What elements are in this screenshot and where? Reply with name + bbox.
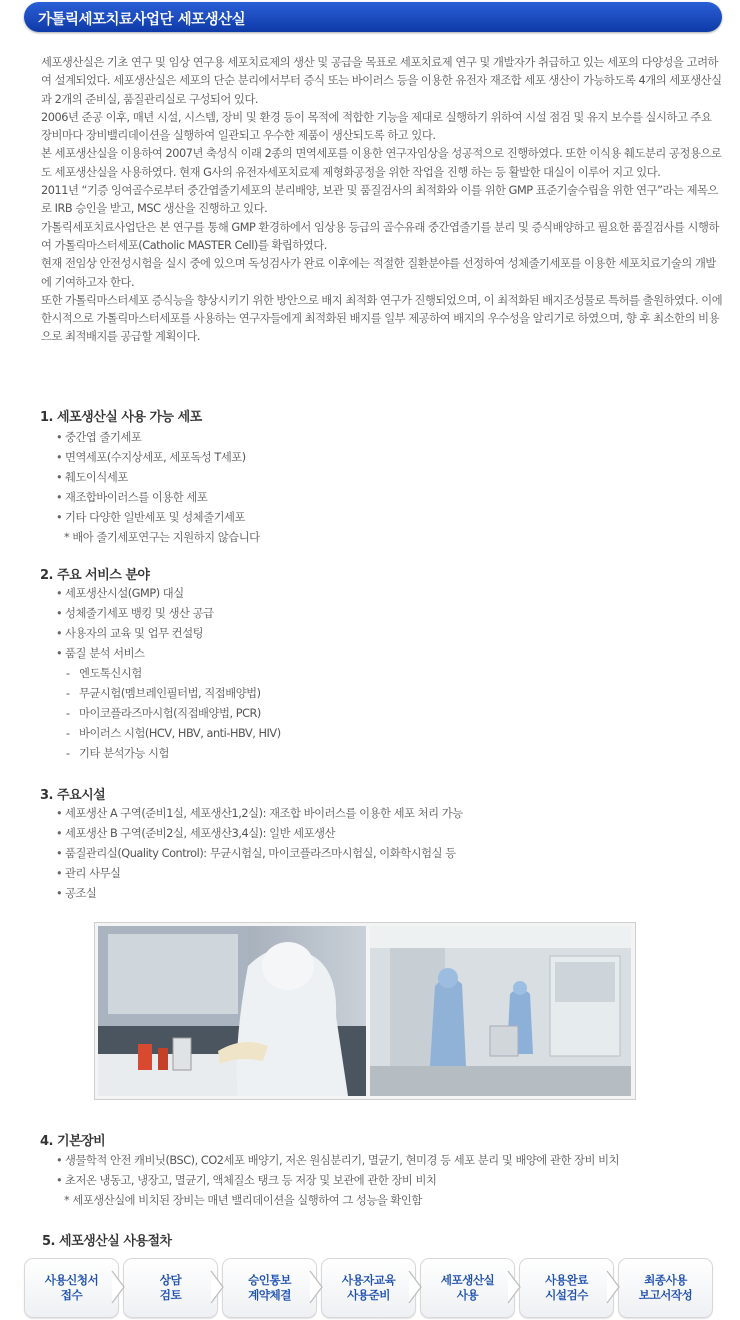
chevron-right-icon — [506, 1270, 522, 1304]
list-item: • 중간엽 줄기세포 — [56, 428, 260, 448]
step-final-report: 최종사용 보고서작성 — [618, 1258, 713, 1318]
intro-paragraph: 2006년 준공 이후, 매년 시설, 시스템, 장비 및 환경 등이 목적에 적합한 기능을 제대로 실행하기 위하여 시설 점검 및 유지 보수를 실시하고 주요 장비마다 장비밸리데이션을 실행하여 일관되고 우수한 제품이 생산되도록 하고 있다. — [41, 110, 712, 143]
section-heading-procedure: 5. 세포생산실 사용절차 — [42, 1234, 172, 1249]
step-inspection: 사용완료 시설검수 — [519, 1258, 614, 1318]
sub-list-item: - 엔도톡신시험 — [66, 667, 142, 680]
section-heading-cells: 1. 세포생산실 사용 가능 세포 — [40, 410, 202, 425]
list-item: • 췌도이식세포 — [56, 468, 260, 488]
intro-paragraph: 현재 전임상 안전성시험을 실시 중에 있으며 독성검사가 완료 이후에는 적절한 질환분야를 선정하여 성체줄기세포를 이용한 세포치료기술의 개발에 기여하고자 한다. — [41, 257, 716, 289]
list-item: • 세포생산 B 구역(준비2실, 세포생산3,4실): 일반 세포생산 — [56, 824, 463, 844]
section-heading-services: 2. 주요 서비스 분야 — [40, 568, 150, 583]
intro-paragraph: 본 세포생산실을 이용하여 2007년 축성식 이래 2종의 면역세포를 이용한 연구자임상을 성공적으로 진행하였다. 또한 이식용 췌도분리 공정용으로도 세포생산실을 사용하였다. 현재 G사의 유전자세포치료제 제형화공정을 위한 작업을 진행 하는 등 활발한 대실이 이루어 지고 있다. — [41, 147, 722, 179]
list-item: • 세포생산 A 구역(준비1실, 세포생산1,2실): 재조합 바이러스를 이용한 세포 처리 가능 — [56, 804, 463, 824]
list-item: • 생물학적 안전 캐비닛(BSC), CO2세포 배양기, 저온 원심분리기, 멸균기, 현미경 등 세포 분리 및 배양에 관한 장비 비치 — [56, 1151, 619, 1171]
intro-paragraph: 세포생산실은 기초 연구 및 임상 연구용 세포치료제의 생산 및 공급을 목표로 세포치료제 연구 및 개발자가 취급하고 있는 세포의 다양성을 고려하여 설계되었다. 세포생산실은 세포의 단순 분리에서부터 증식 또는 바이러스 등을 이용한 유전자 재조합 세포 생산이 가능하도록 4개의 세포생산실과 2개의 준비실, 품질관리실로 구성되어 있다. — [41, 56, 722, 106]
services-list — [56, 584, 281, 764]
list-item: • 성체줄기세포 뱅킹 및 생산 공급 — [56, 604, 281, 624]
step-approval: 승인통보 계약체결 — [222, 1258, 317, 1318]
section-heading-facilities: 3. 주요시설 — [40, 788, 106, 803]
procedure-flow — [24, 1258, 720, 1320]
chevron-right-icon — [308, 1270, 324, 1304]
sub-list-item: - 마이코플라즈마시험(직접배양법, PCR) — [66, 707, 261, 720]
step-training: 사용자교육 사용준비 — [321, 1258, 416, 1318]
step-usage: 세포생산실 사용 — [420, 1258, 515, 1318]
intro-paragraph: 또한 가톨릭마스터세포 증식능을 향상시키기 위한 방안으로 배지 최적화 연구가 진행되었으며, 이 최적화된 배지조성물로 특허를 출원하였다. 이에 한시적으로 가톨릭마스터세포를 사용하는 연구자들에게 최적화된 배지를 일부 제공하여 배지의 우수성을 알리기로 하였으며, 향 후 최소한의 비용으로 최적배지를 공급할 계획이다. — [41, 293, 723, 344]
cells-list — [56, 428, 260, 548]
facility-photos — [94, 922, 636, 1100]
intro-text — [41, 54, 725, 347]
list-item: • 공조실 — [56, 884, 463, 904]
sub-list-item: - 기타 분석가능 시험 — [66, 747, 169, 760]
list-item: • 기타 다양한 일반세포 및 성체줄기세포 — [56, 508, 260, 528]
page-title: 가톨릭세포치료사업단 세포생산실 — [38, 12, 246, 28]
lab-photo-technician — [98, 926, 366, 1096]
facilities-list — [56, 804, 463, 904]
list-item: • 사용자의 교육 및 업무 컨설팅 — [56, 624, 281, 644]
chevron-right-icon — [209, 1270, 225, 1304]
step-application: 사용신청서 접수 — [24, 1258, 119, 1318]
chevron-right-icon — [110, 1270, 126, 1304]
list-item: • 품질관리실(Quality Control): 무균시험실, 마이코플라즈마시험실, 이화학시험실 등 — [56, 844, 463, 864]
list-item: • 세포생산시설(GMP) 대실 — [56, 584, 281, 604]
list-item: • 재조합바이러스를 이용한 세포 — [56, 488, 260, 508]
intro-paragraph: 가톨릭세포치료사업단은 본 연구를 통해 GMP 환경하에서 임상용 등급의 골수유래 중간엽줄기를 분리 및 증식배양하고 필요한 품질검사를 시행하여 가톨릭마스터세포(Catholic MASTER Cell)를 확립하였다. — [41, 220, 719, 252]
equipment-note: * 세포생산실에 비치된 장비는 매년 밸리데이션을 실행하여 그 성능을 확인함 — [64, 1194, 422, 1207]
step-consultation: 상담 검토 — [123, 1258, 218, 1318]
section-heading-equipment: 4. 기본장비 — [40, 1134, 106, 1149]
cells-note: * 배아 줄기세포연구는 지원하지 않습니다 — [64, 531, 260, 544]
list-item: • 면역세포(수지상세포, 세포독성 T세포) — [56, 448, 260, 468]
lab-photo-cleanroom — [370, 926, 631, 1096]
chevron-right-icon — [407, 1270, 423, 1304]
chevron-right-icon — [605, 1270, 621, 1304]
sub-list-item: - 무균시험(멤브레인필터법, 직접배양법) — [66, 687, 261, 700]
list-item: • 품질 분석 서비스 — [56, 644, 281, 664]
title-bar — [24, 2, 722, 32]
list-item: • 관리 사무실 — [56, 864, 463, 884]
sub-list-item: - 바이러스 시험(HCV, HBV, anti-HBV, HIV) — [66, 727, 281, 740]
list-item: • 초저온 냉동고, 냉장고, 멸균기, 액체질소 탱크 등 저장 및 보관에 관한 장비 비치 — [56, 1171, 619, 1191]
equipment-list — [56, 1151, 619, 1211]
intro-paragraph: 2011년 “기증 잉여골수로부터 중간엽줄기세포의 분리배양, 보관 및 품질검사의 최적화와 이를 위한 GMP 표준기술수립을 위한 연구”라는 제목으로 IRB 승인을 받고, MSC 생산을 진행하고 있다. — [41, 184, 718, 216]
